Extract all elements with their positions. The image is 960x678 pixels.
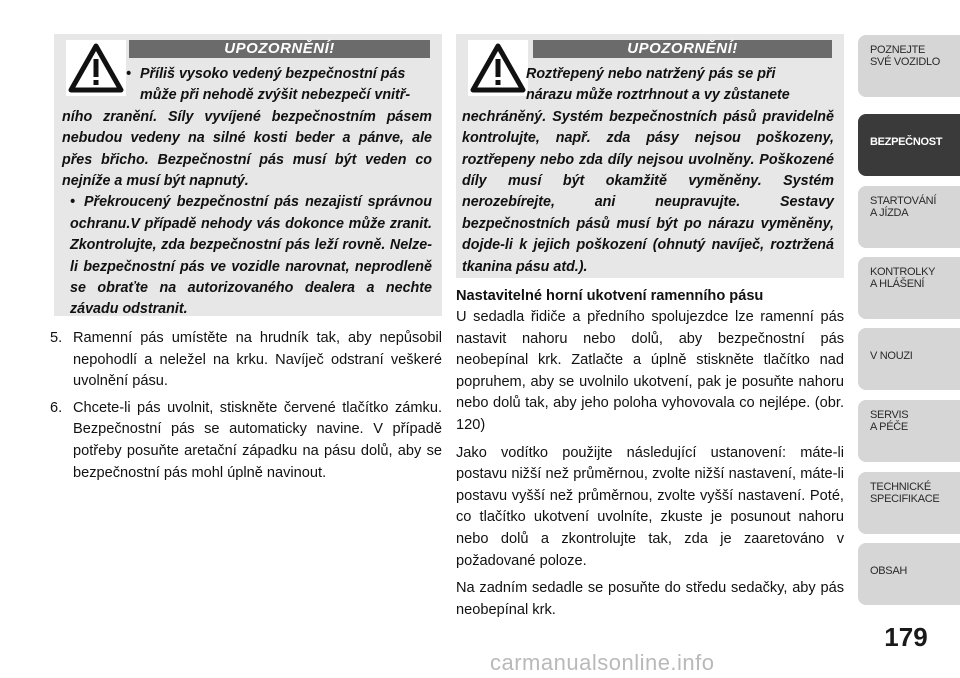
tab-label: KONTROLKY [870, 266, 936, 278]
tab-label: A JÍZDA [870, 207, 909, 219]
section-anchorage [456, 286, 844, 627]
list-number: 6. [50, 399, 63, 416]
section-paragraph: U sedadla řidiče a předního spolujezdce lze ramenní pás nastavit nahoru nebo dolů, aby bezpečnostní pás neobepínal krk. Zatlačte a úplně stiskněte tlačítko nad popruhem, aby se uvolnilo ukotvení, pak je posuňte nahoru nebo dolů tak, aby jeho poloha vyhovovala co nejlépe. (obr. 120) [456, 309, 844, 433]
tab-label: A PÉČE [870, 421, 908, 433]
tab-label: SPECIFIKACE [870, 493, 940, 505]
list-item [50, 328, 442, 393]
warning-line [62, 64, 432, 85]
list-item [50, 398, 442, 484]
warning-text [462, 64, 834, 278]
bullet: • [126, 66, 132, 82]
section-paragraph: Jako vodítko použijte následující ustanovení: máte-li postavu nižší než průměrnou, zvolte nižší nastavení, máte-li postavu vyšší než průměrnou, zvolte vyšší nastavení. Poté, co tlačítko ukotvení uvolníte, zkuste je posunout nahoru nebo dolů a zkontrolujte tak, zda je zaaretováno v požadované poloze. [456, 444, 844, 569]
warning-paragraph: nechráněný. Systém bezpečnostních pásů pravidelně kontrolujte, např. zda pásy nejsou poškozeny, roztřepeny nebo zda díly nejsou uvolněny. Poškozené díly musí být okamžitě vyměněny. Systém nerozebírejte, ani neupravujte. Sestavy bezpečnostních pásů musí být po nárazu vyměněny, dojde-li k jejich poškození (ohnutý navíječ, roztržená tkanina pásu atd.). [462, 108, 834, 275]
instruction-list [50, 328, 442, 489]
watermark: carmanualsonline.info [490, 650, 715, 675]
warning-paragraph-text: Překroucený bezpečnostní pás nezajistí správnou ochranu.V případě nehody vás dokonce může zranit. Zkontrolujte, zda bezpečnostní pás leží rovně. Nelze-li bezpečnostní pás ve vozidle narovnat, neprodleně se obraťte na autorizovaného dealera a nechte závadu odstranit. [70, 194, 432, 318]
warning-line: Roztřepený nebo natržený pás se při [526, 66, 776, 82]
warning-paragraph [62, 192, 432, 320]
tab-bezpecnost[interactable] [858, 114, 960, 176]
warning-text [62, 64, 432, 321]
warning-box-right [456, 34, 844, 278]
tab-label: A HLÁŠENÍ [870, 278, 925, 290]
tab-startovani[interactable] [858, 186, 960, 248]
warning-header: UPOZORNĚNÍ! [129, 40, 430, 58]
tab-label: STARTOVÁNÍ [870, 195, 937, 207]
warning-line-text: Příliš vysoko vedený bezpečnostní pás [140, 66, 406, 82]
tab-label: TECHNICKÉ [870, 481, 931, 493]
warning-line: nárazu může roztrhnout a vy zůstanete [526, 87, 790, 104]
section-heading: Nastavitelné horní ukotvení ramenního pásu [456, 288, 764, 304]
bullet: • [70, 194, 76, 211]
tab-kontrolky[interactable] [858, 257, 960, 319]
warning-header: UPOZORNĚNÍ! [533, 40, 832, 58]
list-number: 5. [50, 330, 63, 346]
tab-poznejte[interactable] [858, 35, 960, 97]
warning-paragraph: ního zranění. Síly vyvíjené bezpečnostním pásem nebudou vedeny na silné kosti beder a pánve, ale přes břicho. Bezpečnostní pás musí být veden co nejníže a musí být napnutý. [62, 108, 432, 190]
tab-label: V NOUZI [870, 350, 913, 362]
page-number: 179 [884, 622, 928, 652]
tab-technicke[interactable] [858, 472, 960, 534]
tab-label: OBSAH [870, 565, 908, 577]
warning-line-text: může při nehodě zvýšit nebezpečí vnitř- [140, 87, 411, 104]
tab-obsah[interactable] [858, 543, 960, 605]
warning-line [62, 85, 432, 106]
tab-label: POZNEJTE [870, 44, 926, 56]
section-paragraph: Na zadním sedadle se posuňte do středu sedačky, aby pás neobepínal krk. [456, 580, 844, 618]
tab-servis[interactable] [858, 400, 960, 462]
warning-box-left [54, 34, 442, 316]
tab-label: SERVIS [870, 409, 909, 421]
tab-label: SVÉ VOZIDLO [870, 56, 941, 68]
tab-v-nouzi[interactable] [858, 328, 960, 390]
tab-label: BEZPEČNOST [870, 136, 943, 148]
list-text: Ramenní pás umístěte na hrudník tak, aby nepůsobil nepohodlí a neležel na krku. Navíječ odstraní veškeré uvolnění pásu. [73, 330, 442, 390]
list-text: Chcete-li pás uvolnit, stiskněte červené tlačítko zámku. Bezpečnostní pás se automaticky navine. V případě potřeby posuňte aretační západku na pásu dolů, aby se bezpečnostní pás mohl úplně navinout. [73, 399, 442, 481]
